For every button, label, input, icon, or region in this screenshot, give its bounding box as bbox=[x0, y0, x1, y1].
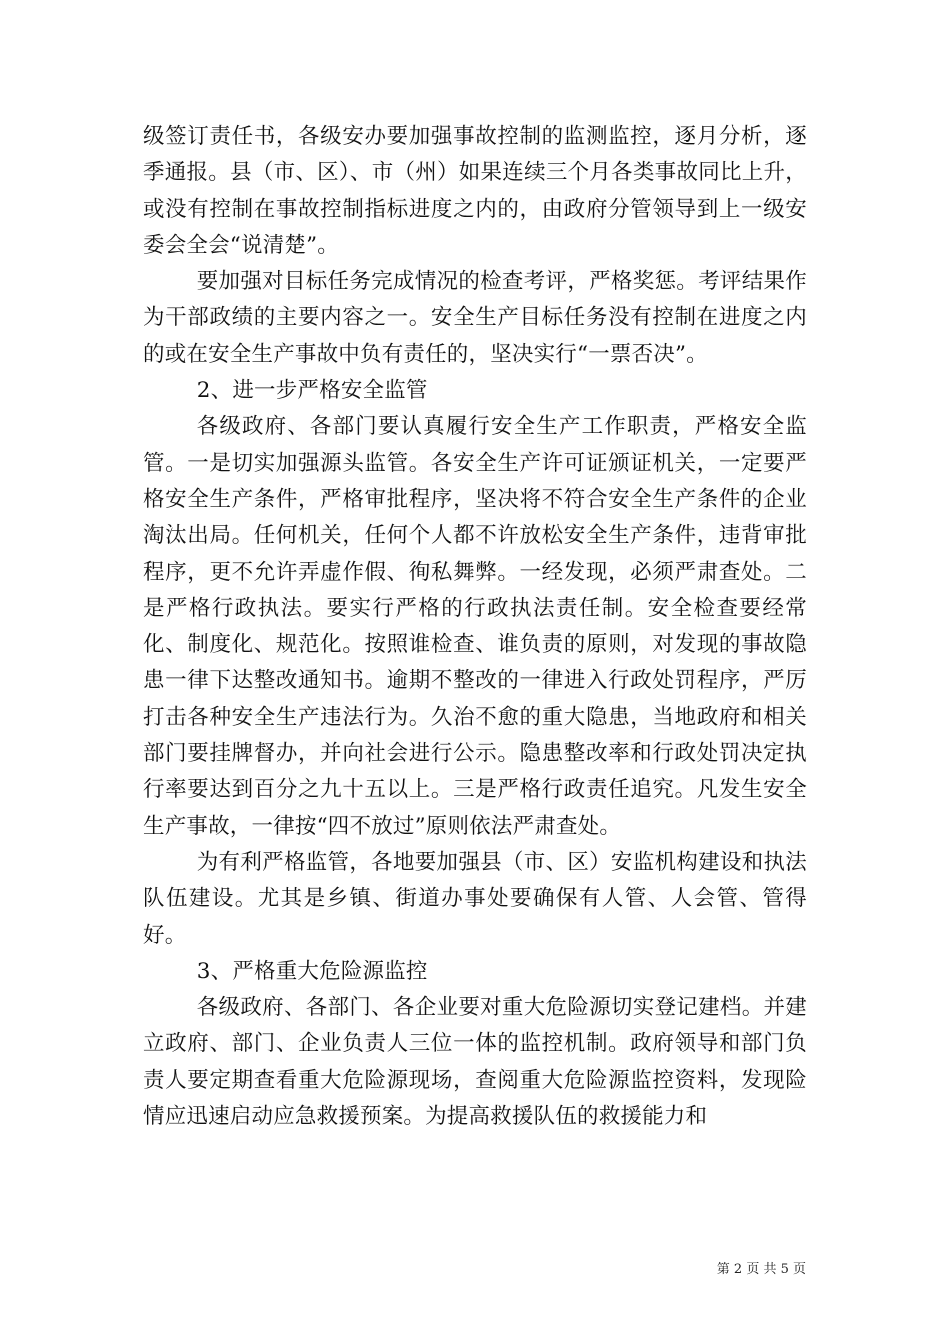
paragraph-supervision: 各级政府、各部门要认真履行安全生产工作职责，严格安全监管。一是切实加强源头监管。各安全生产许可证颁证机关，一定要严格安全生产条件，严格审批程序，坚决将不符合安全生产条件的企业淘汰出局。任何机关，任何个人都不许放松安全生产条件，违背审批程序，更不允许弄虚作假、徇私舞弊。一经发现，必须严肃查处。二是严格行政执法。要实行严格的行政执法责任制。安全检查要经常化、制度化、规范化。按照谁检查、谁负责的原则，对发现的事故隐患一律下达整改通知书。逾期不整改的一律进入行政处罚程序，严厉打击各种安全生产违法行为。久治不愈的重大隐患，当地政府和相关部门要挂牌督办，并向社会进行公示。隐患整改率和行政处罚决定执行率要达到百分之九十五以上。三是严格行政责任追究。凡发生安全生产事故，一律按“四不放过”原则依法严肃查处。 bbox=[143, 414, 807, 839]
page-number-footer: 第 2 页 共 5 页 bbox=[716, 1262, 806, 1277]
paragraph-evaluation: 要加强对目标任务完成情况的检查考评，严格奖惩。考评结果作为干部政绩的主要内容之一。安全生产目标任务没有控制在进度之内的或在安全生产事故中负有责任的，坚决实行“一票否决”。 bbox=[143, 269, 807, 367]
paragraph-hazard-monitoring: 各级政府、各部门、各企业要对重大危险源切实登记建档。并建立政府、部门、企业负责人三位一体的监控机制。政府领导和部门负责人要定期查看重大危险源现场，查阅重大危险源监控资料，发现险情应迅速启动应急救援预案。为提高救援队伍的救援能力和 bbox=[143, 995, 807, 1130]
section-heading-2: 2、进一步严格安全监管 bbox=[196, 378, 428, 404]
paragraph-continued: 级签订责任书，各级安办要加强事故控制的监测监控，逐月分析，逐季通报。县（市、区）、市（州）如果连续三个月各类事故同比上升，或没有控制在事故控制指标进度之内的，由政府分管领导到上一级安委会全会“说清楚”。 bbox=[143, 124, 807, 258]
section-heading-3: 3、严格重大危险源监控 bbox=[196, 958, 428, 984]
document-body bbox=[143, 119, 807, 1135]
paragraph-agency-building: 为有利严格监管，各地要加强县（市、区）安监机构建设和执法队伍建设。尤其是乡镇、街道办事处要确保有人管、人会管、管得好。 bbox=[143, 849, 807, 948]
